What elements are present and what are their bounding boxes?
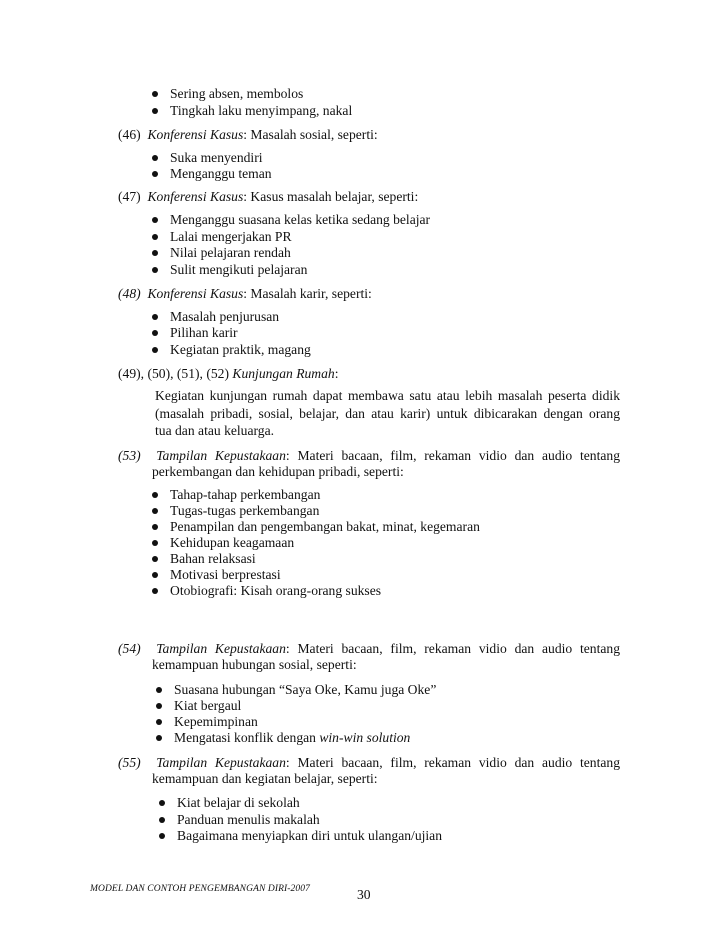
bullet-icon bbox=[152, 556, 158, 562]
item-heading: (54) Tampilan Kepustakaan: Materi bacaan, film, rekaman vidio dan audio tentang bbox=[118, 641, 620, 656]
list-item: Sering absen, membolos bbox=[152, 86, 303, 102]
list-item: Suka menyendiri bbox=[152, 150, 263, 166]
item-heading: (49), (50), (51), (52) Kunjungan Rumah: bbox=[118, 366, 339, 381]
bullet-icon bbox=[152, 171, 158, 177]
paragraph: tua dan atau keluarga. bbox=[155, 423, 275, 438]
bullet-icon bbox=[156, 703, 162, 709]
list-item: Penampilan dan pengembangan bakat, minat, kegemaran bbox=[152, 519, 480, 535]
bullet-icon bbox=[152, 492, 158, 498]
list-item: Mengatasi konflik dengan win-win solution bbox=[156, 730, 410, 746]
bullet-icon bbox=[159, 800, 165, 806]
list-item: Tugas-tugas perkembangan bbox=[152, 503, 319, 519]
bullet-icon bbox=[152, 588, 158, 594]
list-item: Suasana hubungan “Saya Oke, Kamu juga Oke” bbox=[156, 682, 436, 698]
list-item: Bahan relaksasi bbox=[152, 551, 256, 567]
item-heading: (48) Konferensi Kasus: Masalah karir, seperti: bbox=[118, 286, 372, 301]
item-heading: (53) Tampilan Kepustakaan: Materi bacaan, film, rekaman vidio dan audio tentang bbox=[118, 448, 620, 463]
bullet-icon bbox=[152, 234, 158, 240]
bullet-icon bbox=[152, 508, 158, 514]
list-item: Nilai pelajaran rendah bbox=[152, 245, 291, 261]
bullet-icon bbox=[152, 314, 158, 320]
list-item: Motivasi berprestasi bbox=[152, 567, 281, 583]
page-number: 30 bbox=[357, 887, 371, 902]
item-heading: (47) Konferensi Kasus: Kasus masalah belajar, seperti: bbox=[118, 189, 419, 204]
list-item: Sulit mengikuti pelajaran bbox=[152, 262, 307, 278]
item-heading-cont: perkembangan dan kehidupan pribadi, seperti: bbox=[152, 464, 404, 479]
bullet-icon bbox=[159, 817, 165, 823]
bullet-icon bbox=[152, 540, 158, 546]
item-heading-cont: kemampuan dan kegiatan belajar, seperti: bbox=[152, 771, 378, 786]
footer-title: MODEL DAN CONTOH PENGEMBANGAN DIRI-2007 bbox=[90, 884, 310, 894]
bullet-icon bbox=[152, 330, 158, 336]
bullet-icon bbox=[152, 155, 158, 161]
list-item: Kepemimpinan bbox=[156, 714, 258, 730]
bullet-icon bbox=[152, 108, 158, 114]
paragraph: Kegiatan kunjungan rumah dapat membawa satu atau lebih masalah peserta didik bbox=[155, 388, 620, 403]
bullet-icon bbox=[152, 572, 158, 578]
bullet-icon bbox=[152, 524, 158, 530]
list-item: Panduan menulis makalah bbox=[159, 812, 320, 828]
bullet-icon bbox=[152, 347, 158, 353]
list-item: Bagaimana menyiapkan diri untuk ulangan/ujian bbox=[159, 828, 442, 844]
list-item: Pilihan karir bbox=[152, 325, 238, 341]
bullet-icon bbox=[156, 687, 162, 693]
list-item: Tahap-tahap perkembangan bbox=[152, 487, 320, 503]
item-heading: (46) Konferensi Kasus: Masalah sosial, seperti: bbox=[118, 127, 378, 142]
list-item: Lalai mengerjakan PR bbox=[152, 229, 292, 245]
item-heading-cont: kemampuan hubungan sosial, seperti: bbox=[152, 657, 357, 672]
bullet-icon bbox=[156, 719, 162, 725]
paragraph: (masalah pribadi, sosial, belajar, dan atau karir) untuk dibicarakan dengan orang bbox=[155, 406, 620, 421]
list-item: Kiat belajar di sekolah bbox=[159, 795, 300, 811]
bullet-icon bbox=[156, 735, 162, 741]
bullet-icon bbox=[159, 833, 165, 839]
bullet-icon bbox=[152, 250, 158, 256]
item-heading: (55) Tampilan Kepustakaan: Materi bacaan, film, rekaman vidio dan audio tentang bbox=[118, 755, 620, 770]
list-item: Menganggu teman bbox=[152, 166, 272, 182]
bullet-icon bbox=[152, 267, 158, 273]
list-item: Tingkah laku menyimpang, nakal bbox=[152, 103, 352, 119]
list-item: Menganggu suasana kelas ketika sedang belajar bbox=[152, 212, 430, 228]
list-item: Kehidupan keagamaan bbox=[152, 535, 294, 551]
list-item: Masalah penjurusan bbox=[152, 309, 279, 325]
list-item: Kiat bergaul bbox=[156, 698, 241, 714]
bullet-icon bbox=[152, 91, 158, 97]
bullet-icon bbox=[152, 217, 158, 223]
list-item: Otobiografi: Kisah orang-orang sukses bbox=[152, 583, 381, 599]
list-item: Kegiatan praktik, magang bbox=[152, 342, 311, 358]
